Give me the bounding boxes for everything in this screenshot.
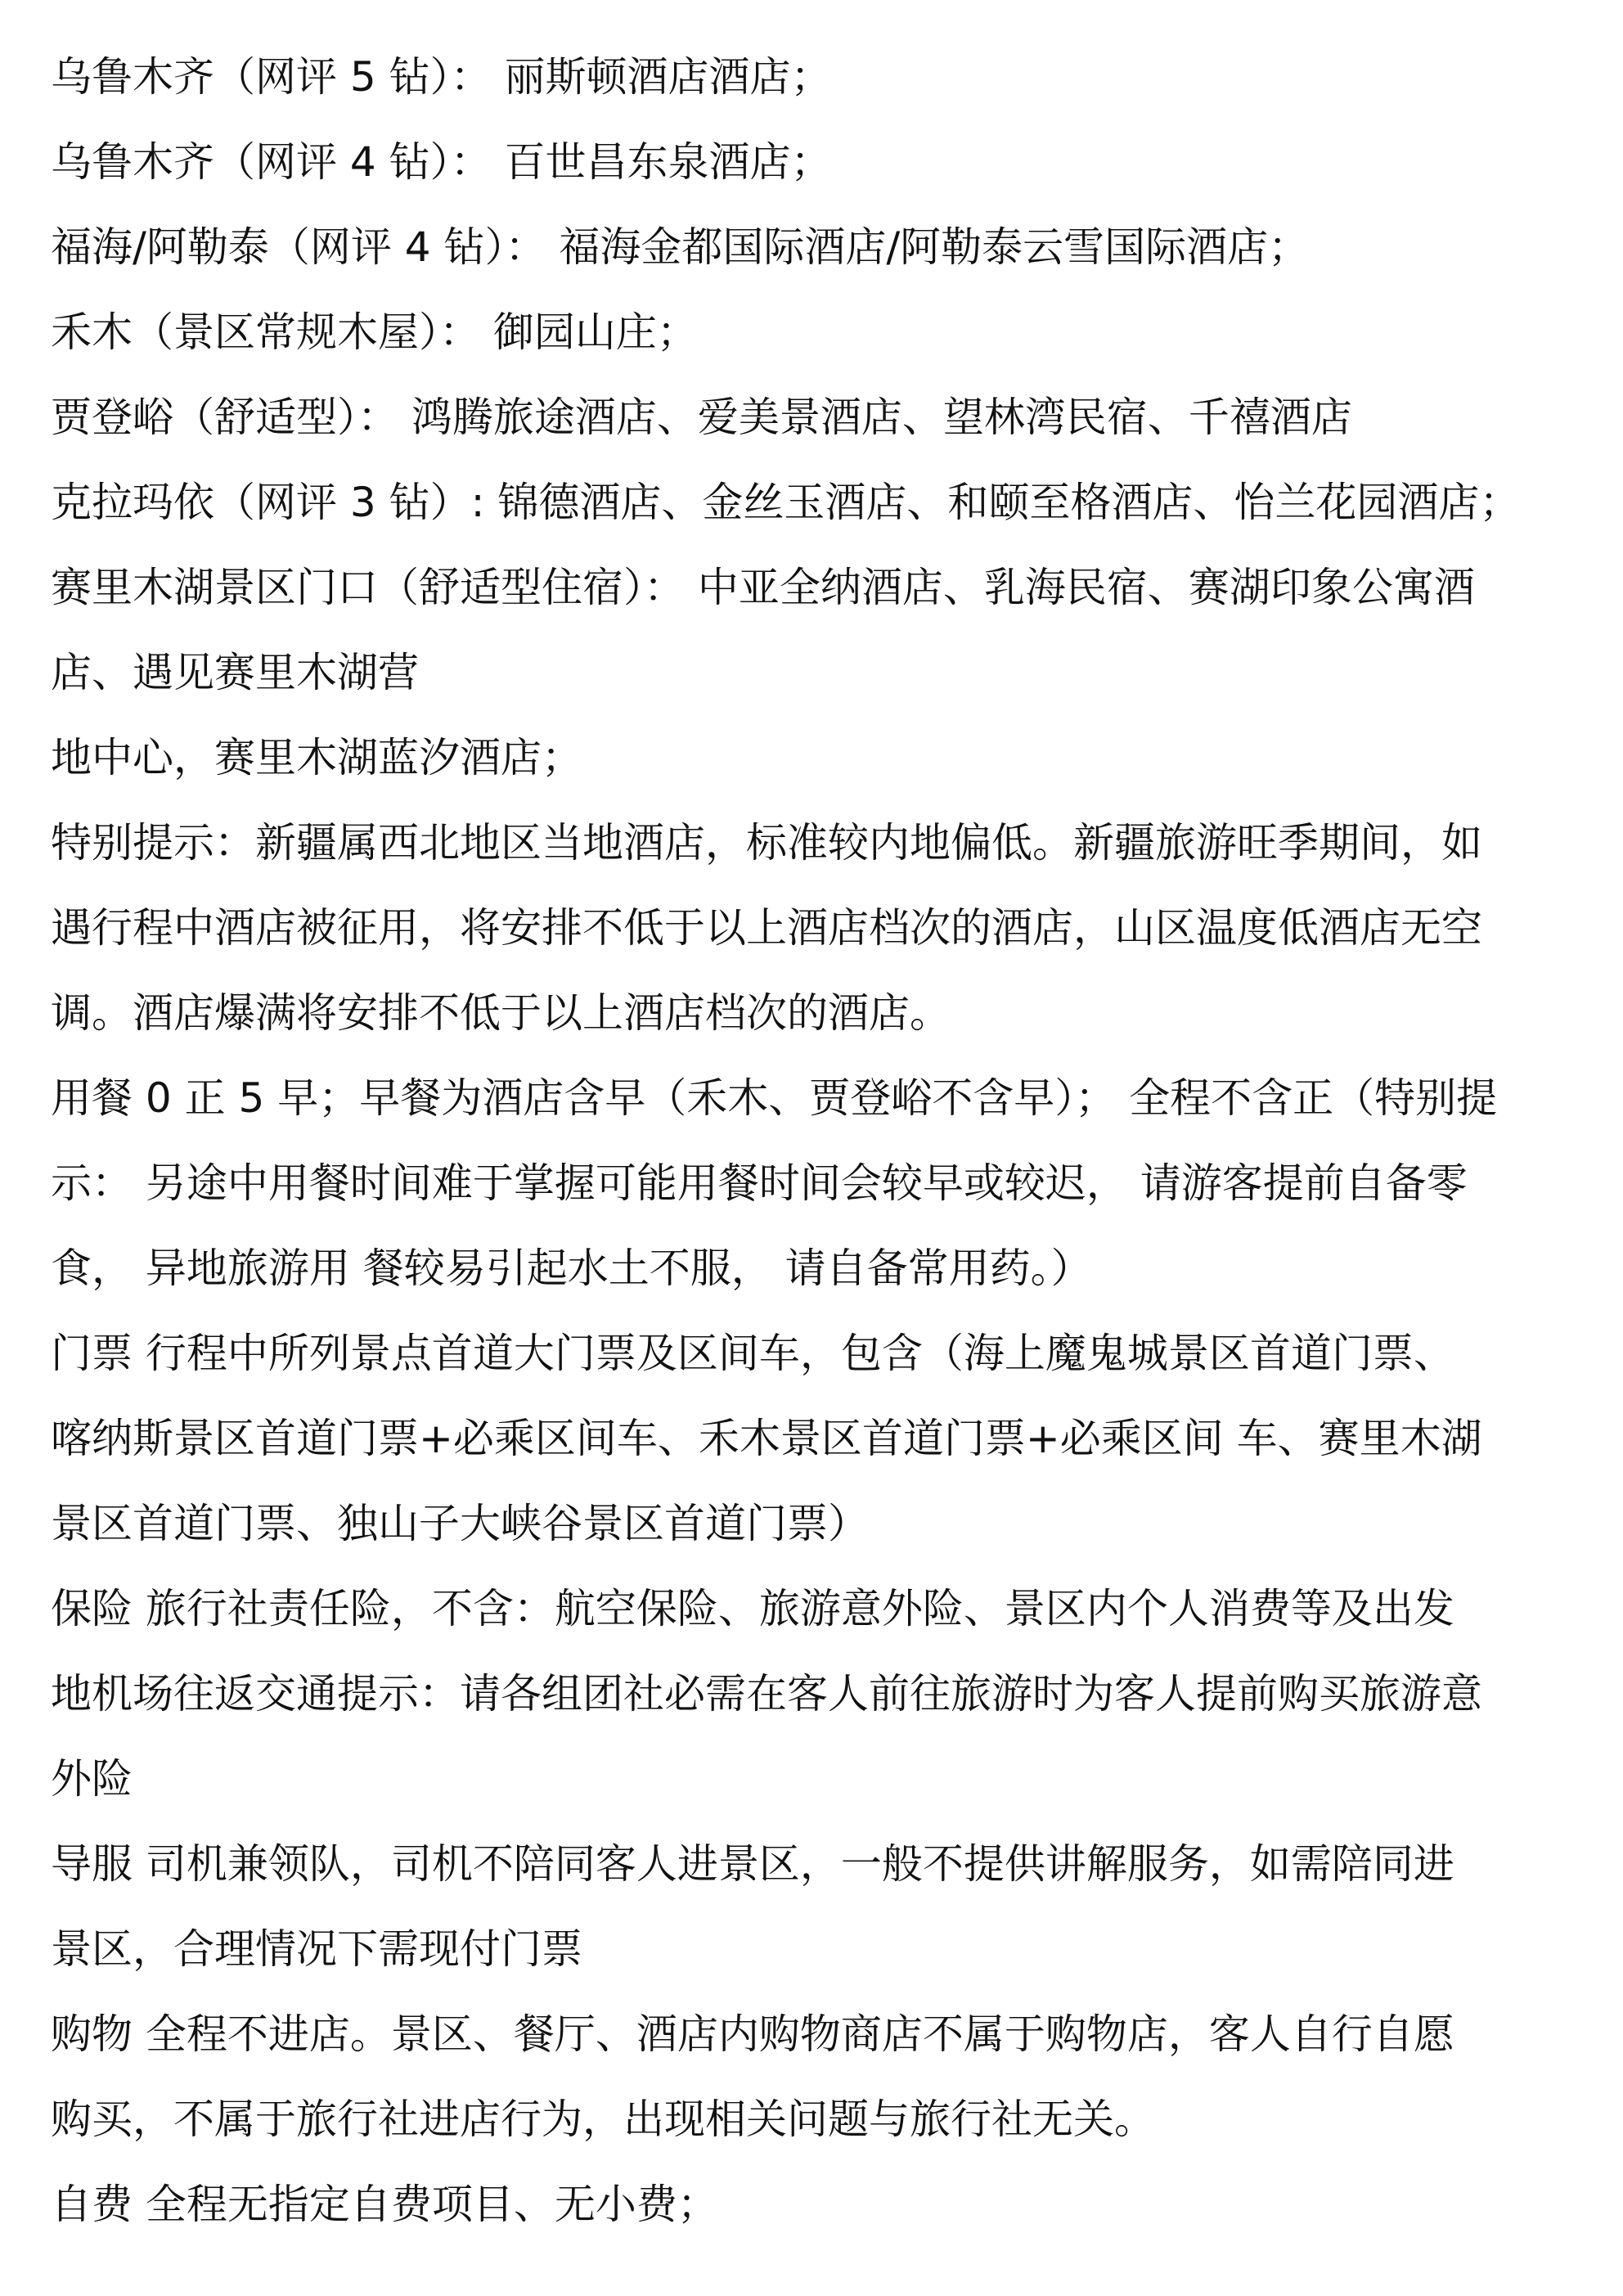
insurance-line-1: 保险 旅行社责任险，不含：航空保险、旅游意外险、景区内个人消费等及出发 bbox=[51, 1585, 1454, 1632]
insurance-line-3: 外险 bbox=[51, 1755, 133, 1803]
tickets-line-1: 门票 行程中所列景点首道大门票及区间车，包含（海上魔鬼城景区首道门票、 bbox=[51, 1330, 1454, 1377]
hotel-urumqi-4-diamond: 乌鲁木齐（网评 4 钻）： 百世昌东泉酒店； bbox=[51, 138, 832, 186]
hotel-notice-line-1: 特别提示：新疆属西北地区当地酒店，标准较内地偏低。新疆旅游旺季期间，如 bbox=[51, 819, 1482, 867]
hotel-sayram-line-2: 店、遇见赛里木湖营 bbox=[51, 649, 419, 696]
document-page bbox=[51, 34, 1589, 2247]
hotel-sayram-line-1: 赛里木湖景区门口（舒适型住宿）： 中亚全纳酒店、乳海民宿、赛湖印象公寓酒 bbox=[51, 564, 1475, 611]
hotel-jiadengyu: 贾登峪（舒适型）： 鸿腾旅途酒店、爱美景酒店、望林湾民宿、千禧酒店 bbox=[51, 394, 1352, 441]
self-paid-line: 自费 全程无指定自费项目、无小费； bbox=[51, 2181, 718, 2228]
tickets-line-3: 景区首道门票、独山子大峡谷景区首道门票） bbox=[51, 1500, 869, 1547]
guide-line-2: 景区，合理情况下需现付门票 bbox=[51, 1925, 582, 1973]
hotel-karamay: 克拉玛依（网评 3 钻）: 锦德酒店、金丝玉酒店、和颐至格酒店、怡兰花园酒店； bbox=[51, 479, 1521, 526]
hotel-fuhai-altay: 福海/阿勒泰（网评 4 钻）： 福海金都国际酒店/阿勒泰云雪国际酒店； bbox=[51, 223, 1310, 271]
guide-line-1: 导服 司机兼领队，司机不陪同客人进景区，一般不提供讲解服务，如需陪同进 bbox=[51, 1840, 1454, 1888]
hotel-urumqi-5-diamond: 乌鲁木齐（网评 5 钻）： 丽斯顿酒店酒店； bbox=[51, 53, 832, 101]
tickets-line-2: 喀纳斯景区首道门票+必乘区间车、禾木景区首道门票+必乘区间 车、赛里木湖 bbox=[51, 1415, 1482, 1462]
hotel-hemu: 禾木（景区常规木屋）： 御园山庄； bbox=[51, 308, 698, 356]
shopping-line-1: 购物 全程不进店。景区、餐厅、酒店内购物商店不属于购物店，客人自行自愿 bbox=[51, 2010, 1454, 2058]
hotel-notice-line-2: 遇行程中酒店被征用，将安排不低于以上酒店档次的酒店，山区温度低酒店无空 bbox=[51, 904, 1482, 952]
meals-line-3: 食， 异地旅游用 餐较易引起水土不服， 请自备常用药。） bbox=[51, 1245, 1092, 1292]
hotel-notice-line-3: 调。酒店爆满将安排不低于以上酒店档次的酒店。 bbox=[51, 989, 951, 1037]
meals-line-2: 示： 另途中用餐时间难于掌握可能用餐时间会较早或较迟， 请游客提前自备零 bbox=[51, 1159, 1468, 1207]
hotel-sayram-line-3: 地中心，赛里木湖蓝汐酒店； bbox=[51, 734, 582, 781]
insurance-line-2: 地机场往返交通提示：请各组团社必需在客人前往旅游时为客人提前购买旅游意 bbox=[51, 1670, 1482, 1717]
shopping-line-2: 购买，不属于旅行社进店行为，出现相关问题与旅行社无关。 bbox=[51, 2096, 1155, 2143]
meals-line-1: 用餐 0 正 5 早；早餐为酒店含早（禾木、贾登峪不含早）； 全程不含正（特别提 bbox=[51, 1074, 1498, 1122]
